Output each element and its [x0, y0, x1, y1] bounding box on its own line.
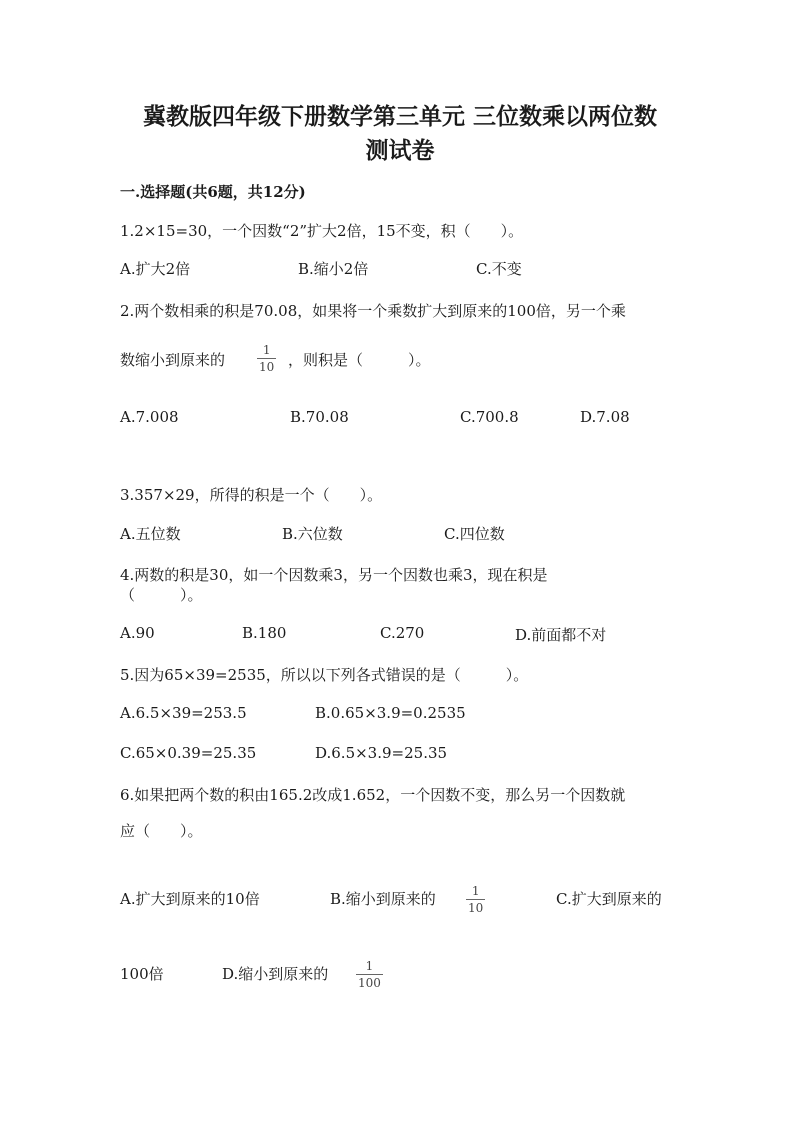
question-4-line1: 4.两数的积是30，如一个因数乘3，另一个因数也乘3，现在积是 [120, 566, 548, 584]
page-title-line2: 测试卷 [365, 137, 435, 164]
question-2-line2a: 数缩小到原来的 [120, 351, 226, 369]
fraction-numerator: 1 [262, 343, 271, 357]
q6-option-d-fraction [356, 959, 383, 990]
q5-option-b[interactable]: B.0.65×3.9=0.2535 [315, 704, 466, 722]
fraction-bar [257, 358, 276, 359]
question-6-line1: 6.如果把两个数的积由165.2改成1.652，一个因数不变，那么另一个因数就 [120, 786, 626, 804]
section-heading: 一.选择题(共6题，共12分) [120, 183, 306, 201]
q5-option-a[interactable]: A.6.5×39=253.5 [120, 704, 247, 722]
q2-option-d[interactable]: D.7.08 [580, 408, 630, 426]
q2-option-a[interactable]: A.7.008 [120, 408, 179, 426]
fraction-denominator: 10 [259, 360, 275, 374]
question-5: 5.因为65×39=2535，所以以下列各式错误的是（ ）。 [120, 666, 529, 684]
q1-option-c[interactable]: C.不变 [476, 260, 522, 278]
q6-option-c[interactable]: C.扩大到原来的 [556, 890, 662, 908]
question-3: 3.357×29，所得的积是一个（ ）。 [120, 486, 383, 504]
question-6-line2: 应（ ）。 [120, 822, 203, 840]
q4-option-c[interactable]: C.270 [380, 624, 425, 642]
q6-option-a[interactable]: A.扩大到原来的10倍 [120, 890, 260, 908]
q1-option-b[interactable]: B.缩小2倍 [298, 260, 369, 278]
q2-option-c[interactable]: C.700.8 [460, 408, 519, 426]
question-2-line1: 2.两个数相乘的积是70.08，如果将一个乘数扩大到原来的100倍，另一个乘 [120, 302, 626, 320]
page-title: 冀教版四年级下册数学第三单元 三位数乘以两位数 [142, 103, 657, 130]
q3-option-a[interactable]: A.五位数 [120, 525, 181, 543]
question-4-line2: （ ）。 [120, 586, 203, 604]
fraction-bar [466, 899, 485, 900]
fraction-one-tenth [257, 343, 276, 374]
q6-option-b[interactable]: B.缩小到原来的 [330, 890, 436, 908]
fraction-bar [356, 974, 383, 975]
question-2-line2b: ，则积是（ ）。 [288, 351, 431, 369]
q4-option-b[interactable]: B.180 [242, 624, 287, 642]
q4-option-d[interactable]: D.前面都不对 [515, 626, 607, 644]
q6-option-d[interactable]: D.缩小到原来的 [222, 965, 329, 983]
q5-option-d[interactable]: D.6.5×3.9=25.35 [315, 744, 448, 762]
q2-option-b[interactable]: B.70.08 [290, 408, 349, 426]
q3-option-c[interactable]: C.四位数 [444, 525, 505, 543]
fraction-denominator: 100 [358, 976, 381, 990]
q6-option-b-fraction [466, 884, 485, 915]
question-1: 1.2×15=30，一个因数“2”扩大2倍，15不变，积（ ）。 [120, 222, 524, 240]
q4-option-a[interactable]: A.90 [120, 624, 155, 642]
q3-option-b[interactable]: B.六位数 [282, 525, 343, 543]
q5-option-c[interactable]: C.65×0.39=25.35 [120, 744, 257, 762]
q1-option-a[interactable]: A.扩大2倍 [120, 260, 191, 278]
fraction-denominator: 10 [468, 901, 484, 915]
fraction-numerator: 1 [365, 959, 374, 973]
fraction-numerator: 1 [471, 884, 480, 898]
q6-option-c-continued: 100倍 [120, 965, 164, 983]
